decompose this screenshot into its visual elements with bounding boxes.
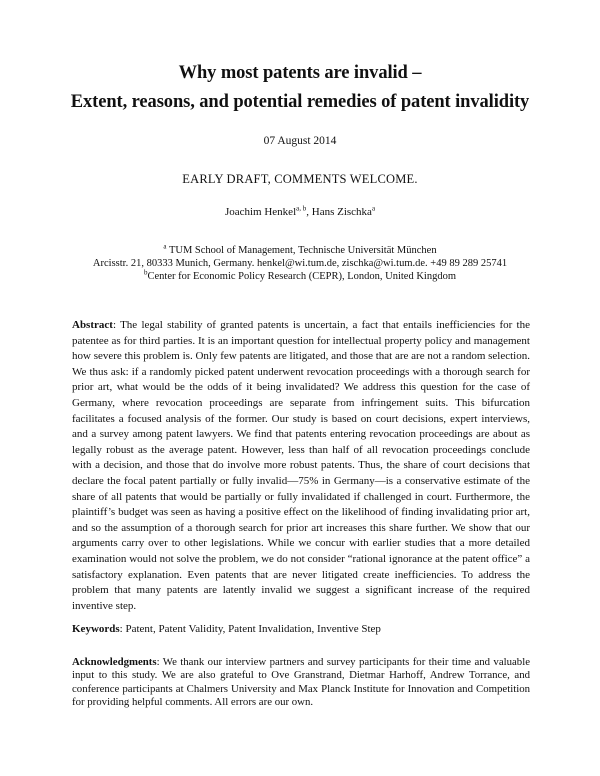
keywords-label: Keywords [72,623,120,635]
paper-title-line1: Why most patents are invalid – [178,63,422,83]
affiliation-a [0,242,600,256]
author-list [0,206,600,218]
abstract-label: Abstract [72,319,113,331]
author-affiliation-mark: a, b [296,204,307,213]
author-name: Hans Zischka [311,206,372,218]
author-name: Joachim Henkel [224,206,297,218]
abstract-text: : The legal stability of granted patents is uncertain, a fact that entails inefficiencies for the patentee as for third parties. It is an important question for intellectual property policy and management how severe this problem is. Only few patents are litigated, and those that are are not a random selection. We thus ask: if a randomly picked patent underwent revocation proceedings with a thorough search for prior art, what would be the odds of it being invalidated? We address this question for the case of Germany, where revocation proceedings are separate from infringement suits. This bifurcation facilitates a focused analysis of the former. Our study is based on court decisions, expert interviews, and a survey among patent lawyers. We find that patents entering revocation proceedings are about as legally robust as the average patent. However, less than half of all revocation proceedings conclude with a decision, and those that do involve more robust patents. Thus, the share of court decisions that declare the focal patent partially or fully invalid—75% in Germany—is a conservative estimate of the share of all patents that would be partially or fully invalidated if challenged in court. Furthermore, the plaintiff’s budget was seen as having a positive effect on the likelihood of finding invalidating prior art, and so the assumption of a thorough search for prior art increases this share further. We show that our arguments carry over to other legislations. While we concur with earlier studies that a more detailed examination would not solve the problem, we do not consider “rational ignorance at the patent office” a satisfactory explanation. Even patents that are never litigated create inefficiencies. To address the problem that many patents are latently invalid we suggest a significant increase of the required inventive step. [72,319,530,612]
affiliation-mark: b [143,268,148,277]
author-affiliation-mark: a [371,204,376,213]
abstract [72,318,530,614]
affiliation-mark: a [163,242,167,251]
author-separator: , [306,206,312,218]
affiliation-text: TUM School of Management, Technische Universität München [166,245,437,256]
paper-date: 07 August 2014 [263,135,337,147]
affiliation-address: Arcisstr. 21, 80333 Munich, Germany. henkel@wi.tum.de, zischka@wi.tum.de. +49 89 289 25741 [92,258,508,269]
acknowledgments-text: : We thank our interview partners and survey participants for their time and valuable input to this study. We are also grateful to Ove Granstrand, Dietmar Harhoff, Andrew Torrance, and conference participants at Chalmers University and Max Planck Institute for Innovation and Competition for providing helpful comments. All errors are our own. [72,656,530,709]
keywords [72,622,530,638]
keywords-text: : Patent, Patent Validity, Patent Invalidation, Inventive Step [119,623,381,635]
draft-notice: EARLY DRAFT, COMMENTS WELCOME. [182,172,418,186]
affiliation-b [0,268,600,282]
affiliation-text: Center for Economic Policy Research (CEPR), London, United Kingdom [147,271,457,282]
paper-title-line2: Extent, reasons, and potential remedies of patent invalidity [70,92,530,112]
acknowledgments [72,656,530,710]
acknowledgments-label: Acknowledgments [72,656,157,668]
